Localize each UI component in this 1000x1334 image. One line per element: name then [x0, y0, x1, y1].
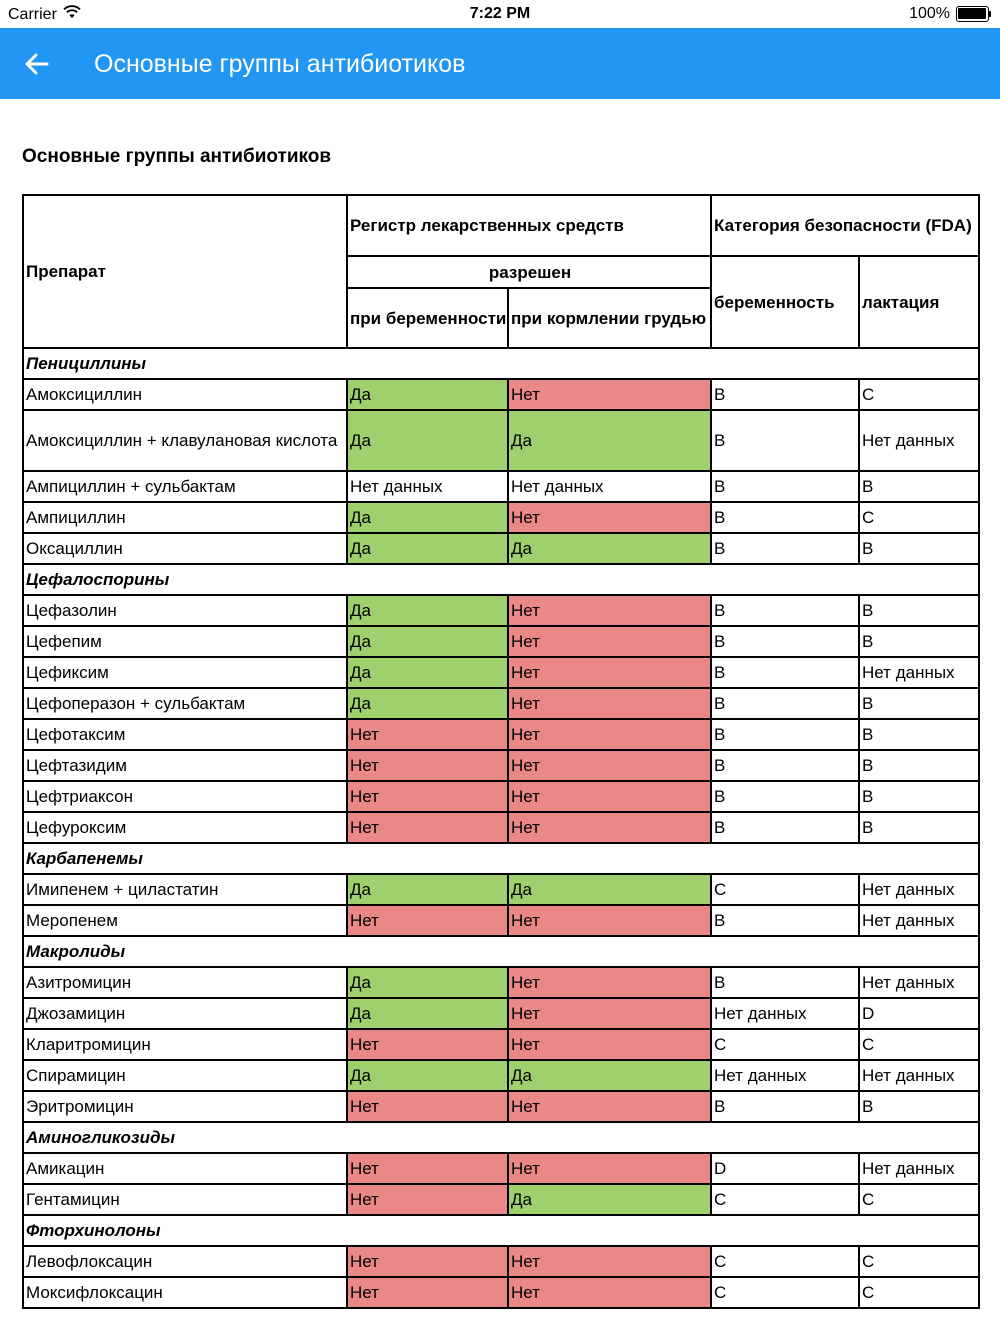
fda-pregnancy-cell: B [711, 781, 859, 812]
table-row [23, 471, 979, 502]
pregnancy-registry-cell: Да [347, 410, 508, 471]
group-name: Карбапенемы [23, 843, 979, 874]
table-row [23, 657, 979, 688]
drug-name-cell: Эритромицин [23, 1091, 347, 1122]
drug-name-cell: Спирамицин [23, 1060, 347, 1091]
pregnancy-registry-cell: Да [347, 688, 508, 719]
arrow-left-icon [20, 47, 54, 81]
table-row [23, 812, 979, 843]
breastfeeding-cell: Нет [508, 1029, 711, 1060]
table-row [23, 905, 979, 936]
header-breastfeeding: при кормлении грудью [508, 288, 711, 348]
drug-name-cell: Азитромицин [23, 967, 347, 998]
pregnancy-registry-cell: Да [347, 533, 508, 564]
drug-name-cell: Гентамицин [23, 1184, 347, 1215]
fda-pregnancy-cell: B [711, 812, 859, 843]
drug-name-cell: Цефуроксим [23, 812, 347, 843]
table-row [23, 502, 979, 533]
pregnancy-registry-cell: Нет [347, 1029, 508, 1060]
fda-pregnancy-cell: C [711, 1246, 859, 1277]
group-row [23, 1122, 979, 1153]
pregnancy-registry-cell: Нет [347, 719, 508, 750]
fda-lactation-cell: B [859, 750, 979, 781]
fda-lactation-cell: B [859, 781, 979, 812]
status-time: 7:22 PM [469, 5, 531, 22]
header-fda: Категория безопасности (FDA) [711, 195, 979, 256]
fda-lactation-cell: B [859, 719, 979, 750]
fda-lactation-cell: Нет данных [859, 1060, 979, 1091]
drug-name-cell: Кларитромицин [23, 1029, 347, 1060]
pregnancy-registry-cell: Да [347, 967, 508, 998]
fda-lactation-cell: Нет данных [859, 1153, 979, 1184]
fda-lactation-cell: C [859, 1246, 979, 1277]
fda-pregnancy-cell: B [711, 750, 859, 781]
pregnancy-registry-cell: Да [347, 502, 508, 533]
fda-pregnancy-cell: B [711, 719, 859, 750]
pregnancy-registry-cell: Нет [347, 905, 508, 936]
drug-name-cell: Цефтазидим [23, 750, 347, 781]
header-registry: Регистр лекарственных средств [347, 195, 711, 256]
breastfeeding-cell: Нет [508, 1153, 711, 1184]
group-name: Макролиды [23, 936, 979, 967]
pregnancy-registry-cell: Да [347, 874, 508, 905]
drug-name-cell: Ампициллин [23, 502, 347, 533]
back-button[interactable] [20, 47, 54, 81]
table-row [23, 1246, 979, 1277]
table-row [23, 719, 979, 750]
table-row [23, 750, 979, 781]
fda-lactation-cell: Нет данных [859, 874, 979, 905]
status-bar [0, 0, 1000, 28]
fda-pregnancy-cell: B [711, 967, 859, 998]
drug-name-cell: Цефтриаксон [23, 781, 347, 812]
table-row [23, 1153, 979, 1184]
breastfeeding-cell: Нет [508, 750, 711, 781]
pregnancy-registry-cell: Нет [347, 812, 508, 843]
pregnancy-registry-cell: Нет [347, 781, 508, 812]
fda-lactation-cell: B [859, 688, 979, 719]
pregnancy-registry-cell: Нет [347, 750, 508, 781]
fda-lactation-cell: C [859, 1277, 979, 1308]
drug-name-cell: Цефотаксим [23, 719, 347, 750]
page-title: Основные группы антибиотиков [22, 146, 332, 167]
fda-pregnancy-cell: B [711, 410, 859, 471]
fda-lactation-cell: D [859, 998, 979, 1029]
breastfeeding-cell: Нет [508, 657, 711, 688]
header-fda-pregnancy: беременность [711, 256, 859, 348]
pregnancy-registry-cell: Нет [347, 1246, 508, 1277]
antibiotics-table [22, 194, 980, 1309]
breastfeeding-cell: Нет [508, 1091, 711, 1122]
drug-name-cell: Амоксициллин + клавулановая кислота [23, 410, 347, 471]
breastfeeding-cell: Нет [508, 1277, 711, 1308]
drug-name-cell: Джозамицин [23, 998, 347, 1029]
breastfeeding-cell: Нет [508, 502, 711, 533]
table-row [23, 410, 979, 471]
group-name: Фторхинолоны [23, 1215, 979, 1246]
pregnancy-registry-cell: Да [347, 657, 508, 688]
fda-pregnancy-cell: B [711, 595, 859, 626]
fda-pregnancy-cell: C [711, 1277, 859, 1308]
table-row [23, 1060, 979, 1091]
app-bar [0, 28, 1000, 99]
antibiotics-table-container [22, 194, 978, 1309]
breastfeeding-cell: Нет [508, 781, 711, 812]
battery-percent: 100% [909, 5, 950, 22]
breastfeeding-cell: Нет [508, 626, 711, 657]
pregnancy-registry-cell: Да [347, 626, 508, 657]
table-row [23, 1029, 979, 1060]
table-row [23, 533, 979, 564]
drug-name-cell: Имипенем + циластатин [23, 874, 347, 905]
drug-name-cell: Ампициллин + сульбактам [23, 471, 347, 502]
header-pregnancy-registry: при беременности [347, 288, 508, 348]
breastfeeding-cell: Нет [508, 812, 711, 843]
header-lactation: лактация [859, 256, 979, 348]
drug-name-cell: Амоксициллин [23, 379, 347, 410]
pregnancy-registry-cell: Да [347, 1060, 508, 1091]
breastfeeding-cell: Нет [508, 967, 711, 998]
breastfeeding-cell: Да [508, 533, 711, 564]
table-row [23, 379, 979, 410]
pregnancy-registry-cell: Да [347, 998, 508, 1029]
table-row [23, 595, 979, 626]
breastfeeding-cell: Нет [508, 379, 711, 410]
fda-lactation-cell: C [859, 379, 979, 410]
fda-pregnancy-cell: B [711, 379, 859, 410]
group-row [23, 1215, 979, 1246]
pregnancy-registry-cell: Нет данных [347, 471, 508, 502]
group-name: Пенициллины [23, 348, 979, 379]
fda-lactation-cell: B [859, 471, 979, 502]
fda-pregnancy-cell: C [711, 1184, 859, 1215]
breastfeeding-cell: Да [508, 1060, 711, 1091]
header-allowed: разрешен [347, 256, 711, 288]
header-drug: Препарат [23, 195, 347, 348]
fda-lactation-cell: B [859, 626, 979, 657]
fda-lactation-cell: C [859, 1184, 979, 1215]
drug-name-cell: Амикацин [23, 1153, 347, 1184]
fda-pregnancy-cell: Нет данных [711, 998, 859, 1029]
drug-name-cell: Цефоперазон + сульбактам [23, 688, 347, 719]
fda-lactation-cell: B [859, 812, 979, 843]
breastfeeding-cell: Нет данных [508, 471, 711, 502]
fda-lactation-cell: C [859, 1029, 979, 1060]
breastfeeding-cell: Да [508, 874, 711, 905]
fda-pregnancy-cell: C [711, 1029, 859, 1060]
drug-name-cell: Цефазолин [23, 595, 347, 626]
fda-lactation-cell: B [859, 1091, 979, 1122]
fda-pregnancy-cell: B [711, 471, 859, 502]
fda-lactation-cell: Нет данных [859, 967, 979, 998]
fda-pregnancy-cell: B [711, 688, 859, 719]
drug-name-cell: Моксифлоксацин [23, 1277, 347, 1308]
breastfeeding-cell: Да [508, 410, 711, 471]
breastfeeding-cell: Нет [508, 905, 711, 936]
fda-pregnancy-cell: Нет данных [711, 1060, 859, 1091]
group-name: Цефалоспорины [23, 564, 979, 595]
pregnancy-registry-cell: Нет [347, 1091, 508, 1122]
drug-name-cell: Левофлоксацин [23, 1246, 347, 1277]
fda-pregnancy-cell: C [711, 874, 859, 905]
group-row [23, 564, 979, 595]
fda-lactation-cell: Нет данных [859, 410, 979, 471]
group-name: Аминогликозиды [23, 1122, 979, 1153]
table-row [23, 1277, 979, 1308]
pregnancy-registry-cell: Нет [347, 1184, 508, 1215]
group-row [23, 936, 979, 967]
table-row [23, 1184, 979, 1215]
breastfeeding-cell: Нет [508, 998, 711, 1029]
pregnancy-registry-cell: Нет [347, 1277, 508, 1308]
table-row [23, 688, 979, 719]
fda-pregnancy-cell: B [711, 533, 859, 564]
fda-pregnancy-cell: B [711, 1091, 859, 1122]
breastfeeding-cell: Нет [508, 688, 711, 719]
fda-lactation-cell: B [859, 595, 979, 626]
status-right [909, 5, 992, 23]
breastfeeding-cell: Нет [508, 595, 711, 626]
fda-pregnancy-cell: B [711, 657, 859, 688]
pregnancy-registry-cell: Да [347, 379, 508, 410]
fda-lactation-cell: Нет данных [859, 905, 979, 936]
fda-lactation-cell: B [859, 533, 979, 564]
pregnancy-registry-cell: Да [347, 595, 508, 626]
drug-name-cell: Меропенем [23, 905, 347, 936]
battery-icon [956, 6, 992, 22]
carrier-label: Carrier [8, 5, 57, 23]
drug-name-cell: Оксациллин [23, 533, 347, 564]
table-row [23, 967, 979, 998]
drug-name-cell: Цефепим [23, 626, 347, 657]
table-row [23, 781, 979, 812]
table-row [23, 626, 979, 657]
fda-lactation-cell: Нет данных [859, 657, 979, 688]
fda-pregnancy-cell: B [711, 905, 859, 936]
drug-name-cell: Цефиксим [23, 657, 347, 688]
fda-lactation-cell: C [859, 502, 979, 533]
table-row [23, 874, 979, 905]
group-row [23, 843, 979, 874]
fda-pregnancy-cell: B [711, 626, 859, 657]
table-row [23, 998, 979, 1029]
breastfeeding-cell: Нет [508, 1246, 711, 1277]
breastfeeding-cell: Нет [508, 719, 711, 750]
table-row [23, 1091, 979, 1122]
group-row [23, 348, 979, 379]
pregnancy-registry-cell: Нет [347, 1153, 508, 1184]
fda-pregnancy-cell: D [711, 1153, 859, 1184]
breastfeeding-cell: Да [508, 1184, 711, 1215]
app-bar-title: Основные группы антибиотиков [94, 50, 466, 78]
table-body [23, 348, 979, 1308]
fda-pregnancy-cell: B [711, 502, 859, 533]
